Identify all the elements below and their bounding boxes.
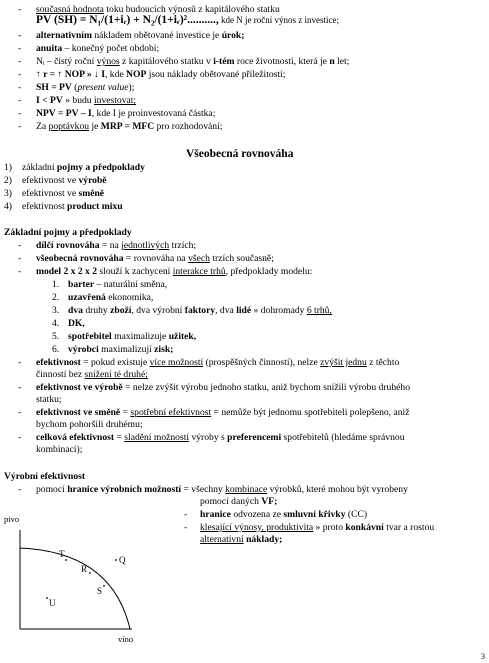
line-present-value: současná hodnota toku budoucích výnosů z kapitálového statku [36,4,280,15]
bullet: - [18,56,22,67]
bullet: - [18,43,22,54]
line-invest: I < PV » budu investovat; [36,95,137,106]
list-item: efektivnost product mixu [22,201,123,212]
x-axis-label: víno [118,634,134,644]
line-contract-curve: hranice odvozena ze smluvní křivky (CC) [200,509,368,520]
section-title: Všeobecná rovnováha [186,148,294,160]
bullet: - [18,484,22,495]
sub-item: DK, [68,318,85,329]
sub-number: 6. [52,344,60,355]
line-demand: Za poptávkou je MRP = MFC pro rozhodování; [36,121,223,132]
line-total-eff-cont: kombinaci); [36,444,83,455]
line-total-eff: celková efektivnost = sladění možností výroby s preferencemi spotřebitelů (hledáme správnou [36,432,405,443]
sub-item: dva druhy zboží, dva výrobní faktory, dva lidé » dohromady 6 trhů, [68,305,332,316]
bullet: - [18,357,22,368]
line-alternative-cost: alternativním nákladem obětované investice je úrok; [36,30,245,41]
bullet: - [18,407,22,418]
point-r-label: R [81,564,88,574]
point-u [46,597,48,599]
line-model: model 2 x 2 x 2 slouží k zachycení interakce trhů, předpoklady modelu: [36,266,313,277]
list-number: 3) [4,188,12,199]
line-nop: ↑ r = ↑ NOP » ↓ I, kde NOP jsou náklady obětované příležitosti; [36,69,286,80]
bullet: - [18,266,22,277]
page-number: 3 [481,652,485,661]
production-possibility-frontier [20,548,130,629]
bullet: - [18,240,22,251]
line-ppf-cont: pomocí daných VF; [200,496,278,507]
line-efficiency: efektivnost = pokud existuje více možností (prospěšných činností), nelze zvýšit jednu z těchto [36,357,400,368]
list-number: 1) [4,162,12,173]
sub-item: spotřebitel maximalizuje užitek, [68,331,197,342]
bullet: - [18,82,22,93]
bullet: - [18,30,22,41]
sub-item: výrobci maximalizují zisk; [68,344,174,355]
line-prod-eff: efektivnost ve výrobě = nelze zvýšit výrobu jednoho statku, aniž bychom snížili výrobu druhého [36,382,410,393]
formula-line: PV (SH) = N₁/(1+iᵣ) + N₂/(1+iᵣ)².........., kde N je roční výnos z investice; [36,14,339,26]
line-exch-eff: efektivnost ve směně = spotřební efektivnost = nemůže být jednomu spotřebiteli polepšeno, aniž [36,407,410,418]
line-general-eq: všeobecná rovnováha = rovnováha na všech trzích současně; [36,253,274,264]
bullet: - [184,509,188,520]
bullet: - [18,95,22,106]
bullet: - [18,108,22,119]
line-diminishing-cont: alternativní náklady; [200,534,283,545]
bullet: - [18,69,22,80]
sub-number: 1. [52,279,60,290]
point-u-label: U [49,598,56,608]
line-diminishing: klesající výnosy, produktivita » proto konkávní tvar a rostou [200,522,435,533]
section-heading: Základní pojmy a předpoklady [4,227,132,238]
point-q [115,559,117,561]
point-t [65,559,67,561]
y-axis-label: pivo [4,514,20,524]
point-t-label: T [59,549,65,559]
point-q-label: Q [119,555,126,565]
sub-number: 2. [52,292,60,303]
list-item: základní pojmy a předpoklady [22,162,145,173]
point-s [103,585,105,587]
section-heading: Výrobní efektivnost [4,471,86,482]
bullet: - [18,253,22,264]
bullet: - [184,522,188,533]
bullet: - [18,382,22,393]
bullet: - [18,432,22,443]
line-exch-eff-cont: bychom pohoršili druhému; [36,419,143,430]
bullet: - [18,121,22,132]
sub-number: 5. [52,331,60,342]
line-anuita: anuita – konečný počet období; [36,43,160,54]
line-net-return: Nᵢ – čistý roční výnos z kapitálového statku v i-tém roce životnosti, která je n let; [36,56,350,67]
line-ppf: pomocí hranice výrobních možností = všechny kombinace výrobků, které mohou být vyrobeny [36,484,408,495]
line-npv: NPV = PV – I, kde I je proinvestovaná částka; [36,108,216,119]
line-efficiency-cont: činností bez snížení té druhé; [36,369,148,380]
line-partial-eq: dílčí rovnováha = na jednotlivých trzích; [36,240,197,251]
sub-item: uzavřená ekonomika, [68,292,154,303]
list-number: 4) [4,201,12,212]
bullet: - [18,4,22,15]
line-prod-eff-cont: statku; [36,394,62,405]
point-s-label: S [97,586,103,596]
list-number: 2) [4,175,12,186]
point-r [89,572,91,574]
sub-item: barter – naturální směna, [68,279,168,290]
list-item: efektivnost ve výrobě [22,175,107,186]
sub-number: 4. [52,318,60,329]
line-sh-pv: SH = PV (present value); [36,82,135,93]
sub-number: 3. [52,305,60,316]
list-item: efektivnost ve směně [22,188,105,199]
